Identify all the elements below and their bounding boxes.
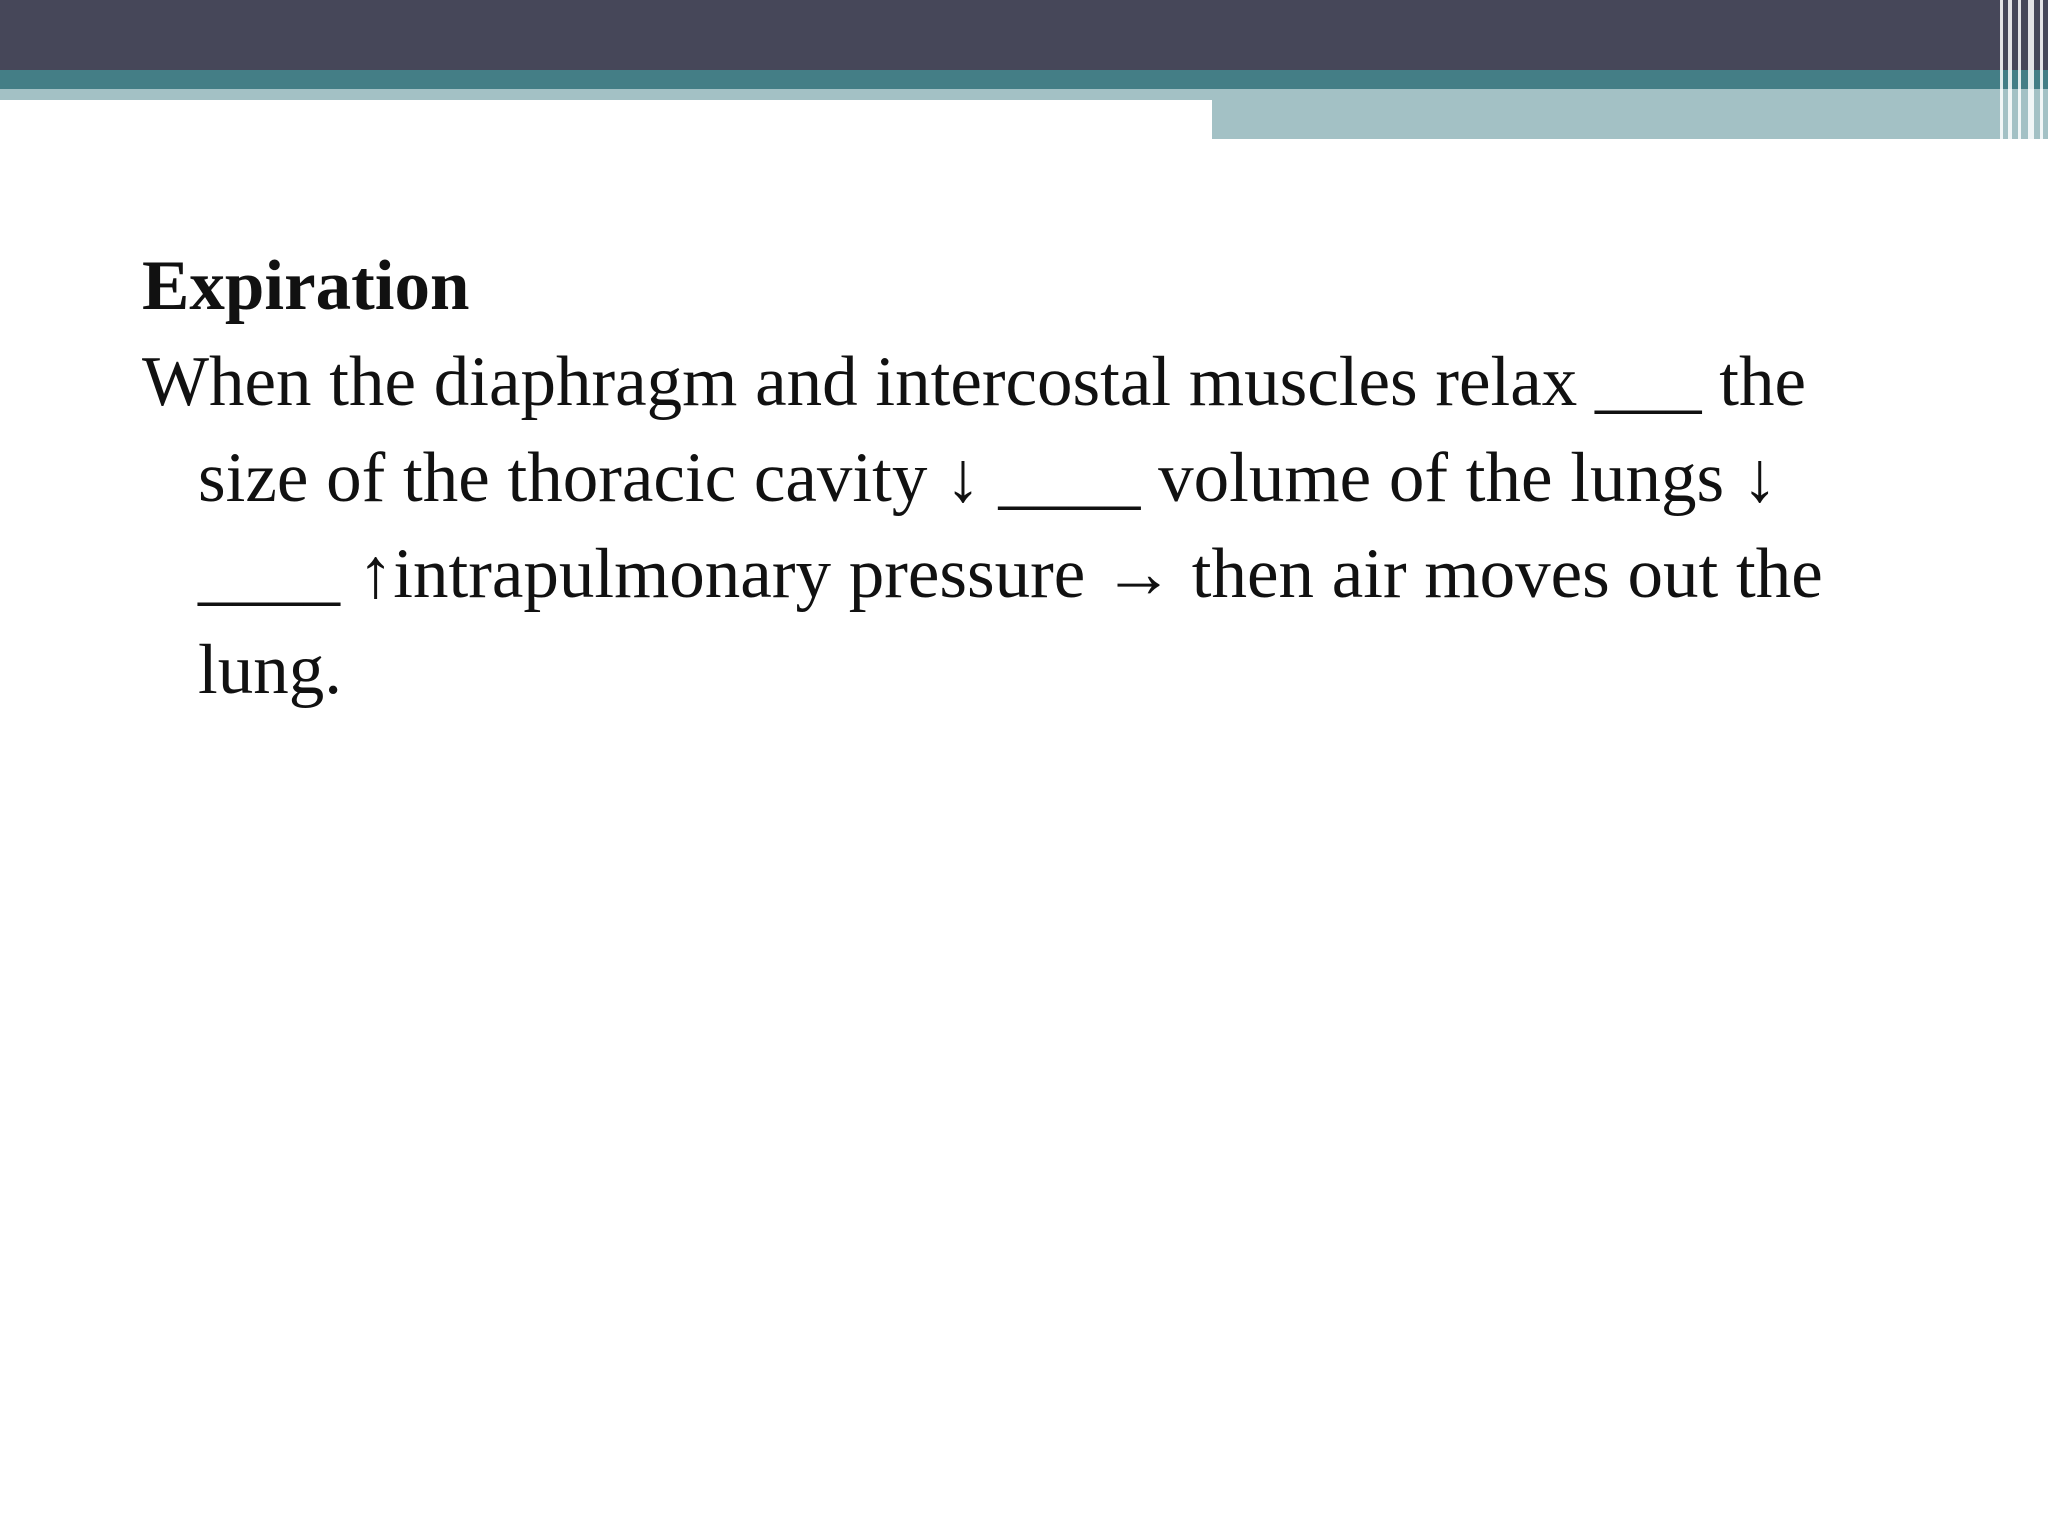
edge-line [2008, 0, 2012, 139]
header-teal-band [0, 70, 2048, 89]
slide-heading: Expiration [142, 247, 470, 325]
header-dark-band [0, 0, 2048, 70]
header-light-band-right [1212, 89, 2048, 139]
header-light-band-left [0, 89, 1212, 100]
slide-content [142, 238, 1922, 718]
edge-line [2028, 0, 2034, 139]
header-edge-decoration [1990, 0, 2048, 139]
edge-line [2018, 0, 2021, 139]
edge-line [2000, 0, 2003, 139]
slide-body-text: When the diaphragm and intercostal muscles relax ___ the size of the thoracic cavity ↓ ____ volume of the lungs ↓ ____ ↑intrapulmonary pressure → then air moves out the lung. [142, 343, 1823, 709]
edge-line [2040, 0, 2043, 139]
